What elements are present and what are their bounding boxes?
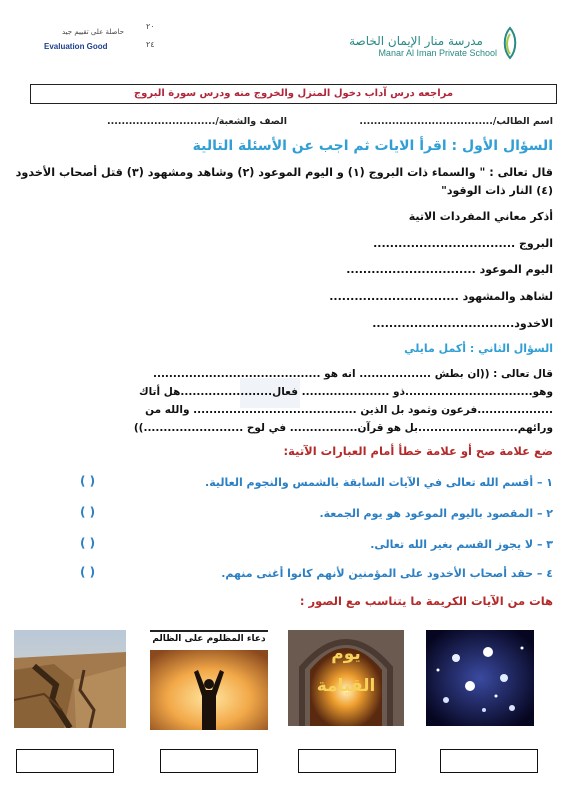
cracked-earth-image (14, 630, 126, 728)
tf-answer-1[interactable]: ( ) (80, 474, 96, 488)
verse-line-2: (٤) النار ذات الوقود" (441, 184, 553, 197)
evaluation-label: Evaluation Good (44, 42, 108, 51)
tf-answer-3[interactable]: ( ) (80, 536, 96, 550)
tf-answer-2[interactable]: ( ) (80, 505, 96, 519)
answer-box-1[interactable] (16, 749, 114, 773)
tf-answer-4[interactable]: ( ) (80, 565, 96, 579)
score-label: حاصلة على تقييم جيد (62, 28, 124, 36)
tf-statement-1: ١ – أقسم الله تعالى في الآيات السابقة بالشمس والنجوم العالية. (205, 476, 553, 489)
question-one-heading: السؤال الأول : اقرأ الايات ثم اجب عن الأسئلة التالية (192, 138, 553, 154)
worksheet-title: مراجعه درس آداب دخول المنزل والخروج منه ودرس سورة البروج (30, 84, 557, 104)
prayer-caption: دعاء المظلوم على الظالم (152, 634, 266, 644)
tf-statement-4: ٤ – حقد أصحاب الأخدود على المؤمنين لأنهم كانوا أغنى منهم. (221, 567, 553, 580)
complete-line-2[interactable]: وهو................................ذو ...................... فعال.......................هل أتاك (138, 386, 553, 398)
vocab-item-4[interactable]: الاخدود.................................. (372, 317, 553, 330)
vocab-item-2[interactable]: اليوم الموعود ............................... (346, 263, 553, 276)
number-top: ٢٠ (146, 22, 155, 31)
answer-box-2[interactable] (160, 749, 258, 773)
judgment-caption-bottom: القيامة (316, 676, 376, 696)
tf-statement-3: ٣ – لا يجوز القسم بغير الله تعالى. (370, 538, 553, 551)
verse-line-1: قال تعالى : " والسماء ذات البروج (١) و اليوم الموعود (٢) وشاهد ومشهود (٣) قتل أصحاب الأخدود (15, 166, 553, 179)
judgment-day-image (288, 630, 404, 726)
prayer-oppressed-image (150, 630, 268, 730)
question-three-heading: ضع علامة صح أو علامة خطأ أمام العبارات الآتية: (283, 444, 553, 458)
school-name-english: Manar Al Iman Private School (378, 48, 497, 58)
school-logo-icon (499, 26, 521, 60)
question-two-heading: السؤال الثاني : أكمل مايلي (404, 342, 553, 355)
judgment-caption-top: يوم (331, 644, 361, 664)
complete-line-4[interactable]: ورائهم.........................بل هو قرآن................. في لوح .........................)) (133, 422, 553, 434)
tf-statement-2: ٢ – المقصود باليوم الموعود هو يوم الجمعة. (319, 507, 553, 520)
vocab-item-1[interactable]: البروج .................................. (373, 237, 553, 250)
class-section-field[interactable]: الصف والشعبة/.............................. (107, 116, 287, 127)
answer-box-3[interactable] (298, 749, 396, 773)
question-four-heading: هات من الآيات الكريمة ما يتناسب مع الصور : (299, 594, 553, 608)
complete-line-1[interactable]: قال تعالى : ((ان بطش .................. انه هو .......................................... (152, 368, 553, 380)
number-bottom: ٢٤ (146, 40, 155, 49)
school-name-arabic: مدرسة منار الإيمان الخاصة (349, 34, 483, 48)
student-name-field[interactable]: اسم الطالب/..................................... (359, 116, 553, 127)
complete-line-3[interactable]: ...................فرعون وثمود بل الذين ......................................... والله من (145, 404, 553, 416)
stars-image (426, 630, 534, 726)
vocab-prompt: أذكر معاني المفردات الاتية (408, 210, 553, 223)
vocab-item-3[interactable]: لشاهد والمشهود ............................... (329, 290, 553, 303)
answer-box-4[interactable] (440, 749, 538, 773)
